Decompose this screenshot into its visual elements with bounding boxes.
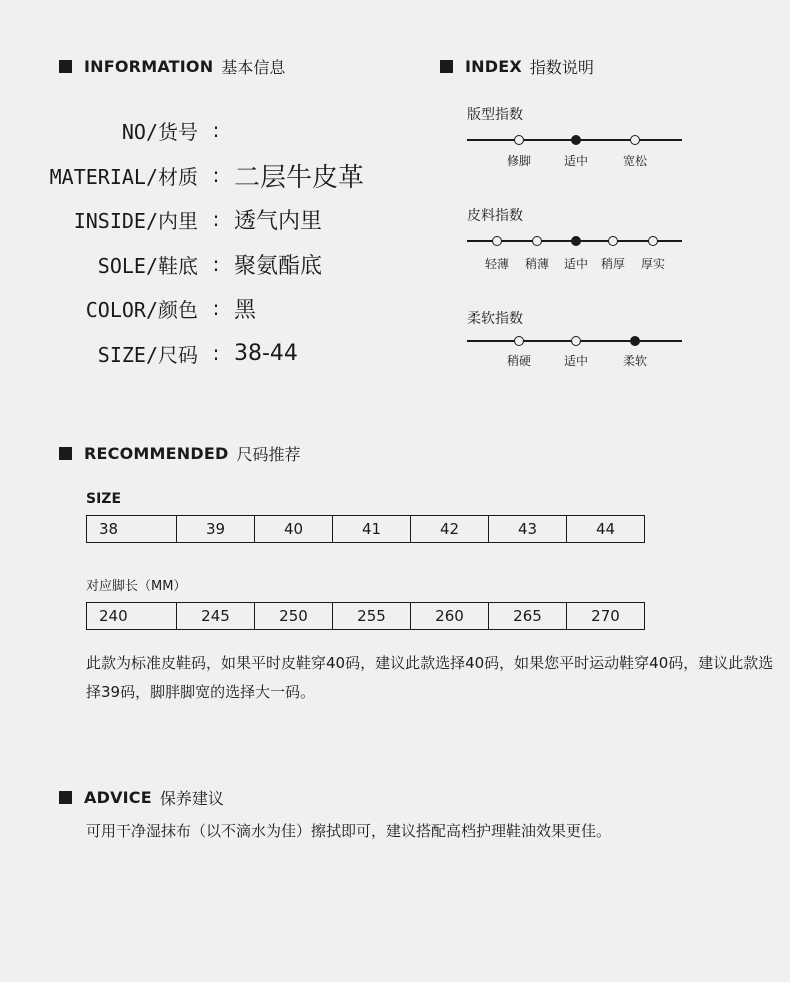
info-colon: : bbox=[212, 118, 220, 142]
index-point-label: 适中 bbox=[563, 154, 588, 168]
size-note: 此款为标准皮鞋码，如果平时皮鞋穿40码，建议此款选择40码，如果您平时运动鞋穿40码，建议此款选择39码，脚胖脚宽的选择大一码。 bbox=[86, 654, 774, 701]
index-dot bbox=[532, 236, 542, 246]
advice-header bbox=[59, 786, 224, 809]
index-title-softness: 柔软指数 bbox=[467, 311, 523, 327]
index-point-label: 稍厚 bbox=[600, 257, 625, 271]
size-cell: 41 bbox=[333, 516, 411, 542]
index-dot bbox=[648, 236, 658, 246]
size-cell: 43 bbox=[489, 516, 567, 542]
index-point-label: 修脚 bbox=[506, 154, 531, 168]
square-bullet-icon bbox=[59, 791, 72, 804]
info-label: NO/货号 bbox=[121, 119, 198, 144]
info-label: SIZE/尺码 bbox=[97, 342, 198, 367]
index-dot bbox=[608, 236, 618, 246]
index-title-leather: 皮料指数 bbox=[467, 208, 523, 224]
size-cell: 42 bbox=[411, 516, 489, 542]
square-bullet-icon bbox=[59, 447, 72, 460]
info-colon: : bbox=[212, 207, 220, 231]
recommended-title-en: RECOMMENDED bbox=[84, 444, 229, 463]
square-bullet-icon bbox=[59, 60, 72, 73]
information-title-en: INFORMATION bbox=[84, 57, 214, 76]
info-value: 黑 bbox=[234, 297, 257, 323]
info-colon: : bbox=[212, 252, 220, 276]
foot-length-table bbox=[86, 602, 645, 630]
foot-length-label: 对应脚长（MM） bbox=[86, 579, 187, 594]
index-dot bbox=[514, 336, 524, 346]
info-row-size bbox=[0, 333, 420, 373]
index-point-label: 宽松 bbox=[622, 154, 647, 168]
index-point-label: 轻薄 bbox=[484, 257, 509, 271]
foot-length-cell: 260 bbox=[411, 603, 489, 629]
index-title-en: INDEX bbox=[465, 57, 522, 76]
foot-length-cell: 240 bbox=[87, 603, 177, 629]
info-row-no bbox=[0, 110, 420, 150]
index-point-label: 适中 bbox=[563, 354, 588, 368]
info-value: 38-44 bbox=[234, 340, 298, 366]
size-cell: 44 bbox=[595, 520, 616, 538]
index-dot-selected bbox=[630, 336, 640, 346]
index-title-cn: 指数说明 bbox=[529, 58, 594, 77]
info-row-material bbox=[0, 155, 420, 195]
foot-length-cell: 245 bbox=[177, 603, 255, 629]
size-table bbox=[86, 515, 645, 543]
foot-length-cell: 250 bbox=[255, 603, 333, 629]
advice-text: 可用干净湿抹布（以不滴水为佳）擦拭即可，建议搭配高档护理鞋油效果更佳。 bbox=[86, 822, 612, 840]
index-point-label: 稍硬 bbox=[506, 354, 531, 368]
foot-length-cell: 265 bbox=[489, 603, 567, 629]
info-value: 二层牛皮革 bbox=[234, 162, 365, 193]
advice-title-en: ADVICE bbox=[84, 788, 152, 807]
advice-title-cn: 保养建议 bbox=[159, 789, 224, 808]
info-colon: : bbox=[212, 163, 220, 187]
info-label: COLOR/颜色 bbox=[85, 297, 198, 322]
square-bullet-icon bbox=[440, 60, 453, 73]
index-header bbox=[440, 55, 594, 78]
index-dot-selected bbox=[571, 135, 581, 145]
index-dot bbox=[492, 236, 502, 246]
index-dot bbox=[630, 135, 640, 145]
info-row-color bbox=[0, 288, 420, 328]
information-header bbox=[59, 55, 285, 78]
index-title-fit: 版型指数 bbox=[467, 107, 523, 123]
size-cell: 39 bbox=[177, 516, 255, 542]
index-point-label: 厚实 bbox=[640, 257, 665, 271]
info-label: INSIDE/内里 bbox=[73, 208, 198, 233]
info-row-sole bbox=[0, 244, 420, 284]
index-dot-selected bbox=[571, 236, 581, 246]
info-label: SOLE/鞋底 bbox=[97, 253, 198, 278]
info-colon: : bbox=[212, 296, 220, 320]
index-point-label: 稍薄 bbox=[524, 257, 549, 271]
size-cell: 38 bbox=[87, 516, 177, 542]
index-point-label: 柔软 bbox=[622, 354, 647, 368]
index-point-label: 适中 bbox=[563, 257, 588, 271]
foot-length-cell: 270 bbox=[591, 607, 620, 625]
info-row-inside bbox=[0, 199, 420, 239]
info-label: MATERIAL/材质 bbox=[49, 164, 198, 189]
foot-length-cell: 255 bbox=[333, 603, 411, 629]
info-value: 聚氨酯底 bbox=[234, 253, 323, 279]
index-dot bbox=[514, 135, 524, 145]
information-title-cn: 基本信息 bbox=[221, 58, 286, 77]
recommended-title-cn: 尺码推荐 bbox=[236, 445, 301, 464]
info-value: 透气内里 bbox=[234, 208, 323, 234]
index-dot bbox=[571, 336, 581, 346]
recommended-header bbox=[59, 442, 300, 465]
info-colon: : bbox=[212, 341, 220, 365]
size-table-label: SIZE bbox=[86, 491, 122, 507]
size-cell: 40 bbox=[255, 516, 333, 542]
